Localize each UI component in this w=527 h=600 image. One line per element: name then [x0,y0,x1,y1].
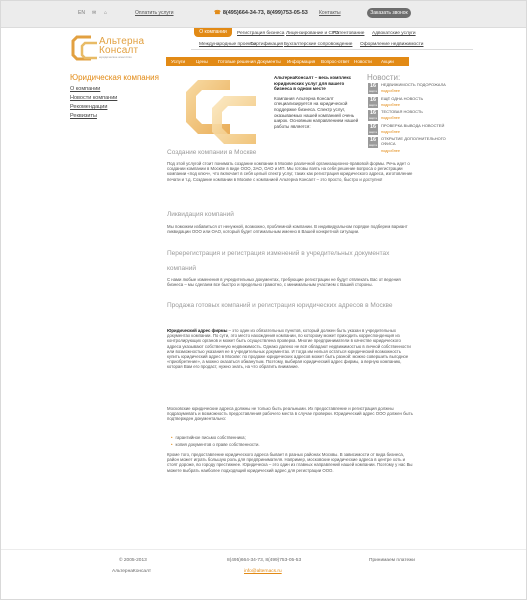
nav-link-licensing[interactable]: Лицензирование и СРО [286,31,339,36]
news-date-badge: 16 марта [369,110,377,120]
menu-item-faq[interactable]: Вопрос-ответ [321,58,350,64]
footer-payments: Принимаем платежи [369,558,415,563]
nav-link-international[interactable]: Международные проекты [199,42,256,47]
nav-link-real-estate[interactable]: Оформление недвижимости [360,42,424,47]
nav-link-lawyer-services[interactable]: Адвокатские услуги [372,31,416,36]
news-date-badge: 16 марта [369,83,377,93]
logo-tagline: юридическое агентство [99,55,132,59]
sidebar-item-about[interactable]: О компании [70,86,101,92]
news-more-link[interactable]: подробнее [381,130,401,134]
footer-company: АльтернаКонсалт [112,569,152,574]
sidebar-item-company-news[interactable]: Новости компании [70,95,118,101]
section-heading-company-creation: Создание компании в Москве [167,149,257,156]
hero-body: Компания Альтерна Консалт специализируется на юридической поддержке бизнеса. Спектр услуг, оказываемых нашей компанией очень широк. Основным направлением нашей работы является: [274,95,359,129]
sidebar-item-recommendations[interactable]: Рекомендации [70,104,108,110]
news-more-link[interactable]: подробнее [381,116,401,120]
header-phones: ☎ 8(495)664-34-73, 8(499)753-05-53 [214,10,308,16]
order-call-button[interactable]: Заказать звонок [367,8,411,18]
news-more-link[interactable]: подробнее [381,103,401,107]
news-headline[interactable]: ПРОВЕРКА ВЫВОДА НОВОСТЕЙ [381,123,445,128]
section-text-reregistration: С нами любые изменения в учредительных документах, требующие регистрации не будут отвлекать Вас от ведения бизнеса – мы сделаем все быстро и предельно грамотно, с минимальным участием с Вашей стороны. [167,277,401,288]
section-text-liquidation: Мы поможем избавиться от ненужной, возможно, проблемной компании. В индивидуальном порядке подберем вариант ликвидации ООО или ОАО, который будет оптимальным именно в Вашей конкретной ситуации. [167,224,408,235]
phone-icon: ☎ [214,10,221,16]
sidebar-item-requisites[interactable]: Реквизиты [70,113,97,119]
news-headline[interactable]: ЕЩЁ ОДНА НОВОСТЬ [381,96,424,101]
logo-text: Альтерна Консалт [99,36,145,56]
footer-phones: 8(495)664-34-73, 8(499)753-05-53 [227,558,302,563]
mail-icon[interactable]: ✉ [92,10,97,16]
nav-link-business-registration[interactable]: Регистрация бизнеса [237,31,285,36]
list-item: • копия документов о праве собственности. [171,442,260,447]
section-heading-ready-companies: Продажа готовых компаний и регистрация юридических адресов в Москве [167,302,393,309]
nav-divider [191,49,473,50]
news-date-badge: 16 марта [369,137,377,147]
top-bar [1,1,526,28]
section-heading-liquidation: Ликвидация компаний [167,211,234,218]
main-menu [166,57,409,66]
menu-item-news[interactable]: Новости [354,58,372,64]
section-text-districts: Кроме того, предоставление юридического адреса бывает в разных районах Москвы. В зависимости от вида бизнеса, район может играть большую роль для предпринимателя. Например, московские юридические адреса в центре хоть и стоят дороже, во городу престижнее. Юридическа – это один из главных направлений нашей компании. Поэтому у нас Вы можете выбрать наиболее подходящий юридический адрес для регистрации ООО. [167,452,413,473]
news-item[interactable] [368,137,452,157]
news-title: Новости: [367,73,401,82]
footer-copyright: © 2005-2013 [119,558,147,563]
news-item[interactable] [368,110,452,123]
footer-email-link[interactable]: info@alternacs.ru [244,569,282,574]
menu-item-services[interactable]: Услуги [171,58,186,64]
section-heading-reregistration: Перерегистрация и регистрация изменений в учредительных документах компаний [167,250,390,272]
section-text-company-creation: Под этой услугой стоит понимать создание компании в Москве различной организационно-правовой формы. Речь идет о создании компании в Москве в виде ООО, ЗАО, ОАО и ИП. Мы готовы взять на себя решение вопроса о регистрации компании «под ключ», что включает в себя целый спектр услуг, таких как регистрация юридического адреса, изготовление печати и т.д. Создание компании в Москве с компанией Альтерна Консалт – это просто, быстро и доступно! [167,161,413,182]
menu-item-information[interactable]: Информация [287,58,316,64]
sidebar-title: Юридическая компания [70,73,159,82]
news-headline[interactable]: ОТКРЫТИЕ ДОПОЛНИТЕЛЬНОГО ОФИСА [381,136,446,146]
menu-item-prices[interactable]: Цены [196,58,208,64]
hero-text [274,75,362,129]
nav-link-accounting[interactable]: Бухгалтерские сопровождение [284,42,353,47]
news-item[interactable] [368,83,452,96]
hero-lead: АльтернаКонсалт – весь комплекс юридических услуг для вашего бизнеса в одном месте [274,75,352,92]
logo-mark-icon [71,33,101,63]
news-headline[interactable]: НЕДВИЖИМОСТЬ ПОДОРОЖАЛА [381,82,446,87]
logo[interactable] [71,33,151,63]
menu-item-promotions[interactable]: Акции [381,58,394,64]
footer-divider [1,549,526,550]
news-date-badge: 16 марта [369,124,377,134]
news-headline[interactable]: ТЕСТОВАЯ НОВОСТЬ [381,109,423,114]
nav-link-patents[interactable]: Патентование [333,31,365,36]
pay-services-link[interactable]: Оплатить услуги [135,10,174,16]
menu-item-documents[interactable]: Документы [257,58,281,64]
nav-link-certification[interactable]: Сертификация [250,42,284,47]
hero-logo-graphic [172,74,268,146]
language-icon[interactable]: EN [78,10,85,16]
contacts-link[interactable]: Контакты [319,10,341,16]
news-more-link[interactable]: подробнее [381,89,401,93]
news-date-badge: 16 марта [369,97,377,107]
list-item: • гарантийное письмо собственника; [171,435,246,440]
menu-item-ready-solutions[interactable]: Готовые решения [218,58,256,64]
nav-tab-about[interactable]: О компании [194,28,232,37]
home-icon[interactable]: ⌂ [104,10,108,16]
section-text-moscow-addresses: Московские юридические адреса должны не только быть реальными. Их предоставление и регистрация должны подразумевать и возможность предоставления рабочего места в случае проверки. Юридический адрес ООО должен быть подтвержден документально: [167,406,413,422]
section-text-legal-address: Юридический адрес фирмы – это один из обязательных пунктов, который должен быть указан в учредительных документах компании. По сути, это место нахождения компании, по которому может приходить корреспонденция из контролирующих органов и может быть осуществлена проверка. Многие предприниматели в качестве юридического адреса указывают собственную недвижимость. Однако далеко не всё обладают недвижимостью в личной собственности или возможностью указания ее в учредительных документах. И тогда им нельзя остаться юридический возможность купить юридический адрес в Москве: по продаже юридических адресов может быть разной: можно совершить выгодное «приобретение», а можно оказаться обманутым. Поэтому, выбирая юридический адрес фирмы, а верную компанию, которая Вам его продаст, нужно знать, на что обратить внимание. [167,328,411,370]
news-more-link[interactable]: подробнее [381,149,401,153]
